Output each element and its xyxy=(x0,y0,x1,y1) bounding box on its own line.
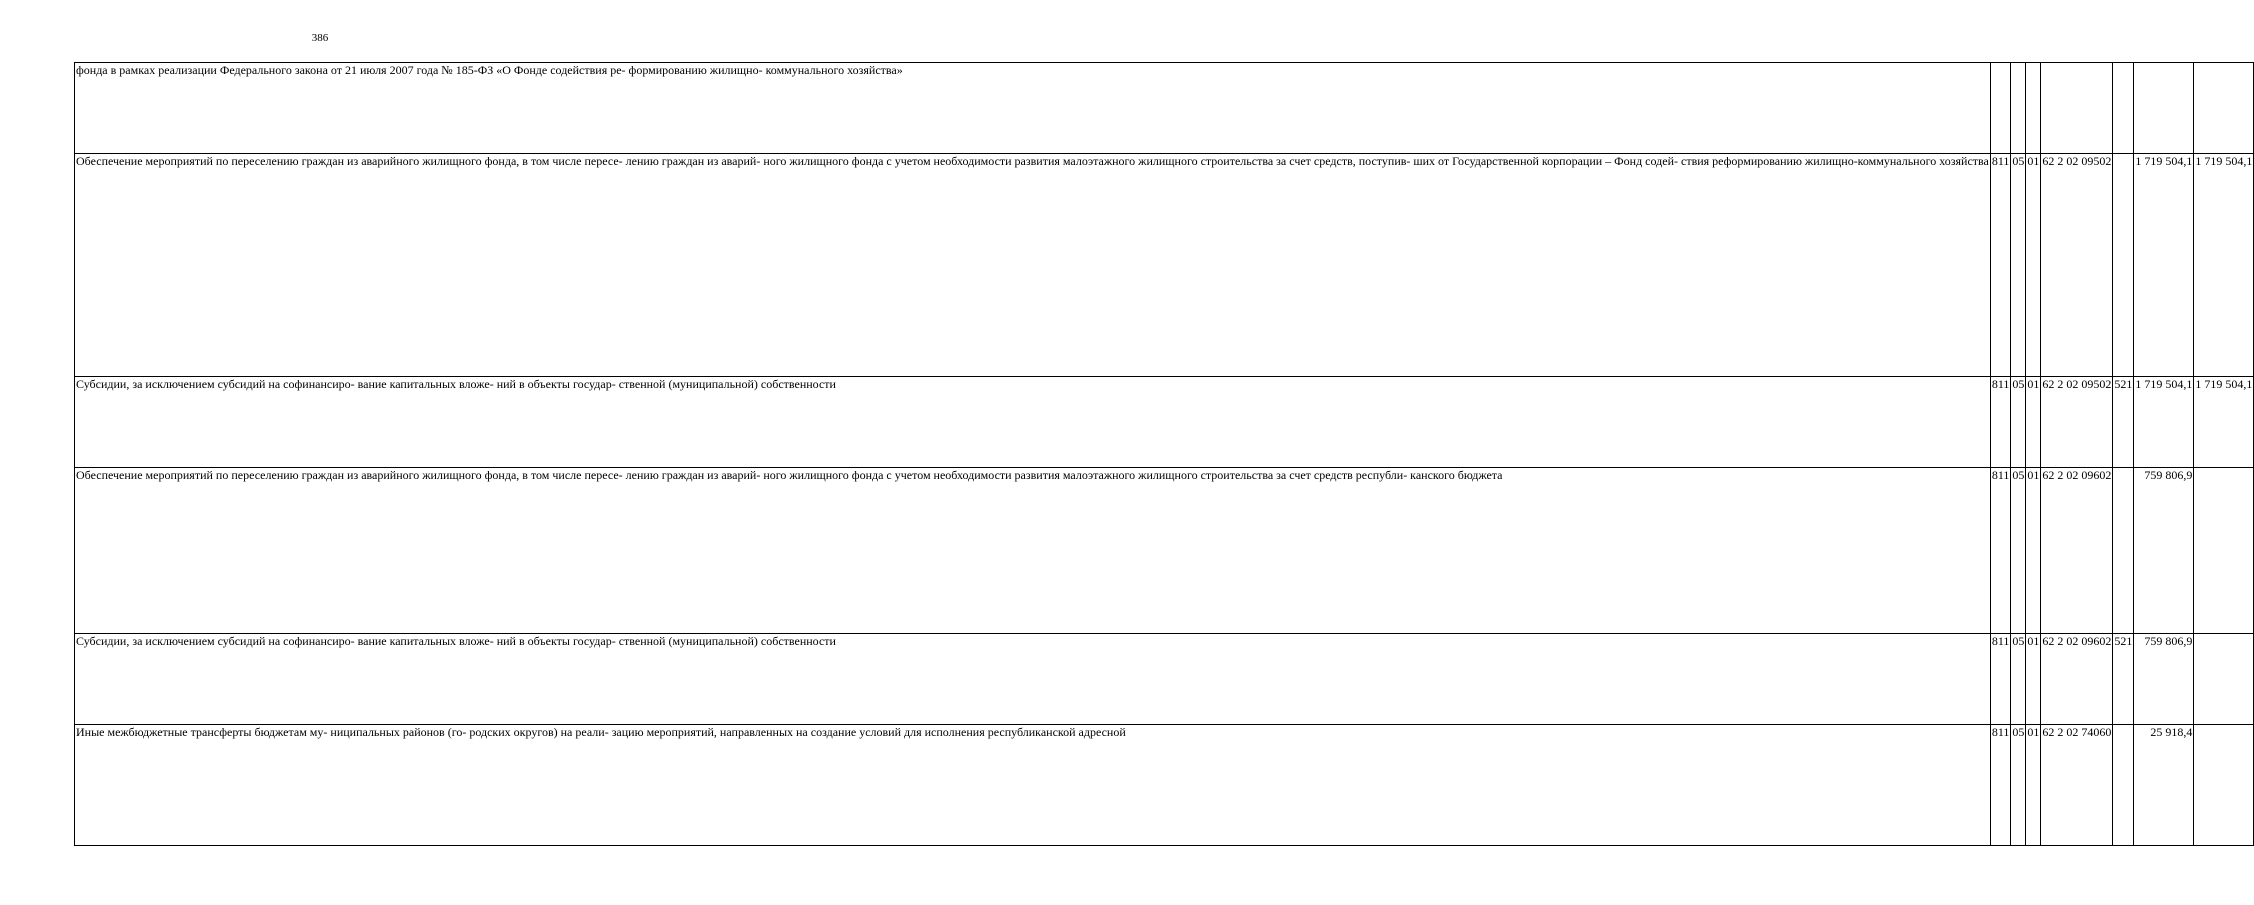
expense-type-cell: 521 xyxy=(2113,377,2134,468)
section-code-cell: 05 xyxy=(2011,725,2026,846)
target-code-cell: 62 2 02 74060 xyxy=(2041,725,2113,846)
row-name-cell: Обеспечение мероприятий по переселению граждан из аварийного жилищного фонда, в том числе пересе- лению граждан из аварий- ного жилищного фонда с учетом необходимости развития малоэтажного жилищного строительства за счет средств, поступив- ших от Государственной корпорации – Фонд содей- ствия реформированию жилищно-коммунального хозяйства xyxy=(75,154,1991,377)
section-code-cell: 05 xyxy=(2011,377,2026,468)
ministry-code-cell: 811 xyxy=(1990,154,2011,377)
amount-cell: 1 719 504,1 xyxy=(2134,377,2194,468)
subsection-code-cell: 01 xyxy=(2026,154,2041,377)
row-name-cell: фонда в рамках реализации Федерального закона от 21 июля 2007 года № 185-ФЗ «О Фонде содействия ре- формированию жилищно- коммунального хозяйства» xyxy=(75,63,1991,154)
table-row xyxy=(75,377,2254,468)
amount-cell xyxy=(2194,63,2254,154)
ministry-code-cell: 811 xyxy=(1990,468,2011,634)
amount-cell: 1 719 504,1 xyxy=(2194,154,2254,377)
target-code-cell: 62 2 02 09502 xyxy=(2041,377,2113,468)
amount-cell: 1 719 504,1 xyxy=(2194,377,2254,468)
expense-type-cell xyxy=(2113,725,2134,846)
subsection-code-cell: 01 xyxy=(2026,377,2041,468)
table-row xyxy=(75,468,2254,634)
ministry-code-cell: 811 xyxy=(1990,634,2011,725)
ministry-code-cell: 811 xyxy=(1990,377,2011,468)
table-row xyxy=(75,63,2254,154)
amount-cell xyxy=(2134,63,2194,154)
subsection-code-cell xyxy=(2026,63,2041,154)
section-code-cell: 05 xyxy=(2011,154,2026,377)
row-name-cell: Субсидии, за исключением субсидий на софинансиро- вание капитальных вложе- ний в объекты государ- ственной (муниципальной) собственности xyxy=(75,377,1991,468)
subsection-code-cell: 01 xyxy=(2026,725,2041,846)
table-row xyxy=(75,725,2254,846)
target-code-cell: 62 2 02 09502 xyxy=(2041,154,2113,377)
expense-type-cell xyxy=(2113,63,2134,154)
expense-type-cell xyxy=(2113,468,2134,634)
target-code-cell: 62 2 02 09602 xyxy=(2041,468,2113,634)
amount-cell: 1 719 504,1 xyxy=(2134,154,2194,377)
subsection-code-cell: 01 xyxy=(2026,634,2041,725)
ministry-code-cell: 811 xyxy=(1990,725,2011,846)
target-code-cell: 62 2 02 09602 xyxy=(2041,634,2113,725)
section-code-cell: 05 xyxy=(2011,468,2026,634)
budget-table xyxy=(74,62,2254,846)
amount-cell: 759 806,9 xyxy=(2134,634,2194,725)
table-row xyxy=(75,154,2254,377)
amount-cell: 759 806,9 xyxy=(2134,468,2194,634)
expense-type-cell: 521 xyxy=(2113,634,2134,725)
amount-cell xyxy=(2194,725,2254,846)
amount-cell: 25 918,4 xyxy=(2134,725,2194,846)
amount-cell xyxy=(2194,468,2254,634)
amount-cell xyxy=(2194,634,2254,725)
row-name-cell: Субсидии, за исключением субсидий на софинансиро- вание капитальных вложе- ний в объекты государ- ственной (муниципальной) собственности xyxy=(75,634,1991,725)
expense-type-cell xyxy=(2113,154,2134,377)
row-name-cell: Обеспечение мероприятий по переселению граждан из аварийного жилищного фонда, в том числе пересе- лению граждан из аварий- ного жилищного фонда с учетом необходимости развития малоэтажного жилищного строительства за счет средств республи- канского бюджета xyxy=(75,468,1991,634)
target-code-cell xyxy=(2041,63,2113,154)
row-name-cell: Иные межбюджетные трансферты бюджетам му- ниципальных районов (го- родских округов) на реали- зацию мероприятий, направленных на создание условий для исполнения республиканской адресной xyxy=(75,725,1991,846)
section-code-cell: 05 xyxy=(2011,634,2026,725)
section-code-cell xyxy=(2011,63,2026,154)
ministry-code-cell xyxy=(1990,63,2011,154)
subsection-code-cell: 01 xyxy=(2026,468,2041,634)
page-number: 386 xyxy=(311,32,329,44)
table-row xyxy=(75,634,2254,725)
